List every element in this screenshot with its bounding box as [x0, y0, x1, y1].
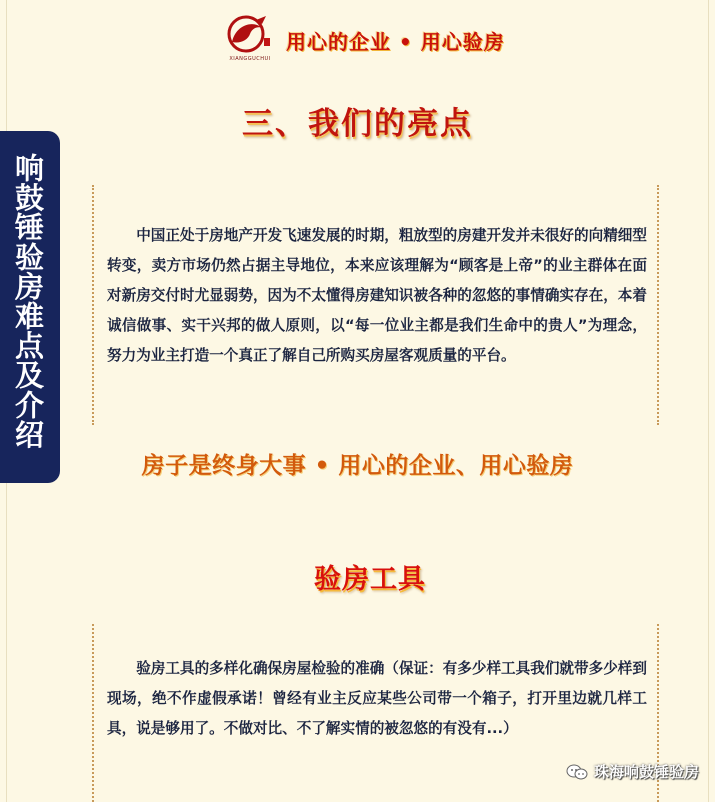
wechat-icon: [566, 763, 588, 781]
brand-logo: [222, 12, 274, 64]
tools-paragraph: 验房工具的多样化确保房屋检验的准确（保证：有多少样工具我们就带多少样到现场，绝不作虚假承诺！曾经有业主反应某些公司带一个箱子，打开里边就几样工具，说是够用了。不做对比、不了解实情的被忽悠的有没有...）: [107, 660, 647, 737]
header-slogan: 用心的企业 • 用心验房: [286, 29, 505, 54]
dragon-seal-icon: [222, 12, 274, 58]
watermark: [566, 761, 699, 782]
watermark-label: 珠海响鼓锤验房: [593, 763, 699, 781]
tools-title: 验房工具: [314, 564, 426, 595]
side-tab: [0, 131, 60, 483]
header: [222, 12, 505, 64]
logo-caption: XIANGGUCHUI: [229, 56, 271, 62]
side-tab-label: 响鼓锤验房难点及介绍: [11, 153, 45, 449]
intro-box: [92, 185, 659, 425]
motto: 房子是终身大事 • 用心的企业、用心验房: [141, 453, 574, 479]
section-title: 三、我们的亮点: [242, 106, 473, 142]
intro-paragraph: 中国正处于房地产开发飞速发展的时期，粗放型的房建开发并未很好的向精细型转变，卖方市场仍然占据主导地位，本来应该理解为“顾客是上帝”的业主群体在面对新房交付时尤显弱势，因为不太懂得房建知识被各种的忽悠的事情确实存在，本着诚信做事、实干兴邦的做人原则，以“每一位业主都是我们生命中的贵人”为理念，努力为业主打造一个真正了解自己所购买房屋客观质量的平台。: [107, 227, 647, 364]
